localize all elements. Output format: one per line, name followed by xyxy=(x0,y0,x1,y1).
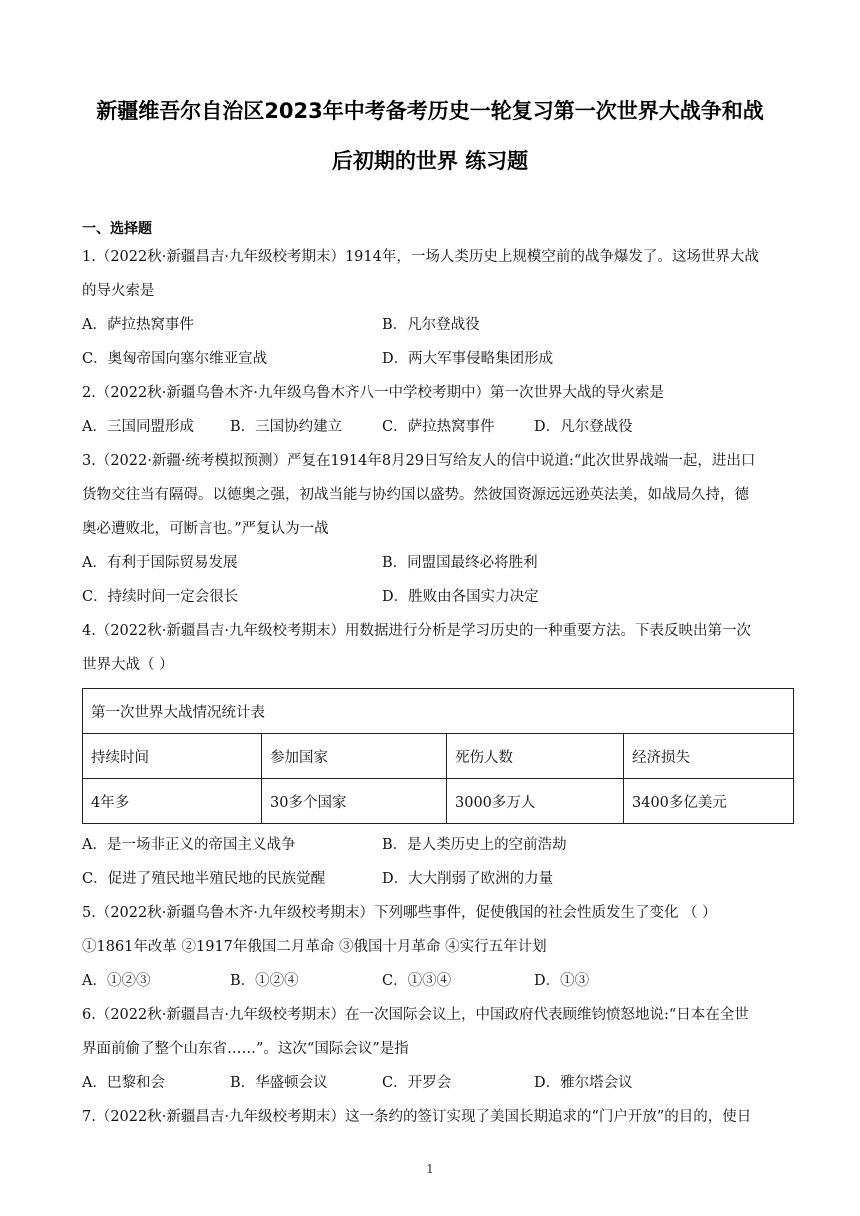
q4-options-row2 xyxy=(82,862,794,896)
q5-option-a: A．①②③ xyxy=(82,973,151,989)
q4-options-row1 xyxy=(82,828,794,862)
title-line-1: 新疆维吾尔自治区2023年中考备考历史一轮复习第一次世界大战争和战 xyxy=(96,99,764,123)
table-cell-economic-loss: 3400多亿美元 xyxy=(624,779,794,824)
document-title xyxy=(70,86,790,186)
q6-option-d: D．雅尔塔会议 xyxy=(534,1075,633,1091)
q5-stem-line1: 5.（2022秋·新疆乌鲁木齐·九年级校考期末）下列哪些事件，促使俄国的社会性质发生了变化 （ ） xyxy=(82,905,717,921)
q3-options-row2 xyxy=(82,580,794,614)
q3-option-b: B．同盟国最终必将胜利 xyxy=(382,555,538,571)
q5-stem-line2: ①1861年改革 ②1917年俄国二月革命 ③俄国十月革命 ④实行五年计划 xyxy=(82,939,547,955)
q4-option-c: C．促进了殖民地半殖民地的民族觉醒 xyxy=(82,871,326,887)
q7-stem-line1: 7.（2022秋·新疆昌吉·九年级校考期末）这一条约的签订实现了美国长期追求的“门户开放”的目的，使日 xyxy=(82,1109,752,1125)
q3-stem-line3: 奥必遭败北，可断言也。”严复认为一战 xyxy=(82,521,329,537)
q4-stem-line2: 世界大战（ ） xyxy=(82,657,174,673)
q6-stem-line2: 界面前偷了整个山东省……”。这次“国际会议”是指 xyxy=(82,1041,409,1057)
q1-option-d: D．两大军事侵略集团形成 xyxy=(382,351,554,367)
table-caption: 第一次世界大战情况统计表 xyxy=(83,689,794,734)
q4-option-a: A．是一场非正义的帝国主义战争 xyxy=(82,837,296,853)
q2-option-a: A．三国同盟形成 xyxy=(82,419,194,435)
q3-option-a: A．有利于国际贸易发展 xyxy=(82,555,238,571)
q3-stem-line1: 3.（2022·新疆·统考模拟预测）严复在1914年8月29日写给友人的信中说道:“此次世界战端一起，进出口 xyxy=(82,453,756,469)
q1-option-a: A．萨拉热窝事件 xyxy=(82,317,194,333)
q4-stem-line1: 4.（2022秋·新疆昌吉·九年级校考期末）用数据进行分析是学习历史的一种重要方法。下表反映出第一次 xyxy=(82,623,751,639)
table-row xyxy=(83,779,794,824)
q1-option-c: C．奥匈帝国向塞尔维亚宣战 xyxy=(82,351,268,367)
q6-option-a: A．巴黎和会 xyxy=(82,1075,165,1091)
q2-option-d: D．凡尔登战役 xyxy=(534,419,633,435)
q6-option-c: C．开罗会 xyxy=(382,1075,452,1091)
table-cell-countries: 30多个国家 xyxy=(262,779,447,824)
q1-stem-line1: 1.（2022秋·新疆昌吉·九年级校考期末）1914年，一场人类历史上规模空前的战争爆发了。这场世界大战 xyxy=(82,249,759,265)
q2-option-b: B．三国协约建立 xyxy=(230,419,343,435)
table-header-row xyxy=(83,734,794,779)
table-header-countries: 参加国家 xyxy=(262,734,447,779)
table-caption-row xyxy=(83,689,794,734)
section-heading: 一、选择题 xyxy=(82,221,152,237)
q3-option-c: C．持续时间一定会很长 xyxy=(82,589,239,605)
q4-option-b: B．是人类历史上的空前浩劫 xyxy=(382,837,567,853)
q3-stem-line2: 货物交往当有隔碍。以德奥之强，初战当能与协约国以盛势。然彼国资源远远逊英法美，如战局久持，德 xyxy=(82,487,749,503)
q2-options-row xyxy=(82,410,794,444)
q5-option-b: B．①②④ xyxy=(230,973,299,989)
q3-option-d: D．胜败由各国实力决定 xyxy=(382,589,539,605)
q1-options-row1 xyxy=(82,308,794,342)
question-list xyxy=(82,240,794,1134)
q6-stem-line1: 6.（2022秋·新疆昌吉·九年级校考期末）在一次国际会议上，中国政府代表顾维钧愤怒地说:“日本在全世 xyxy=(82,1007,749,1023)
q1-option-b: B．凡尔登战役 xyxy=(382,317,480,333)
q3-options-row1 xyxy=(82,546,794,580)
q2-stem-line1: 2.（2022秋·新疆乌鲁木齐·九年级乌鲁木齐八一中学校考期中）第一次世界大战的导火索是 xyxy=(82,385,664,401)
q5-option-d: D．①③ xyxy=(534,973,590,989)
table-header-economic-loss: 经济损失 xyxy=(624,734,794,779)
q5-options-row xyxy=(82,964,794,998)
q6-option-b: B．华盛顿会议 xyxy=(230,1075,328,1091)
table-header-duration: 持续时间 xyxy=(83,734,262,779)
q1-options-row2 xyxy=(82,342,794,376)
table-cell-casualties: 3000多万人 xyxy=(447,779,624,824)
q4-option-d: D．大大削弱了欧洲的力量 xyxy=(382,871,554,887)
page-number: 1 xyxy=(426,1162,434,1176)
q2-option-c: C．萨拉热窝事件 xyxy=(382,419,495,435)
war-statistics-table xyxy=(82,688,794,824)
table-header-casualties: 死伤人数 xyxy=(447,734,624,779)
q5-option-c: C．①③④ xyxy=(382,973,452,989)
title-line-2: 后初期的世界 练习题 xyxy=(331,149,529,173)
table-cell-duration: 4年多 xyxy=(83,779,262,824)
q1-stem-line2: 的导火索是 xyxy=(82,283,155,299)
q6-options-row xyxy=(82,1066,794,1100)
